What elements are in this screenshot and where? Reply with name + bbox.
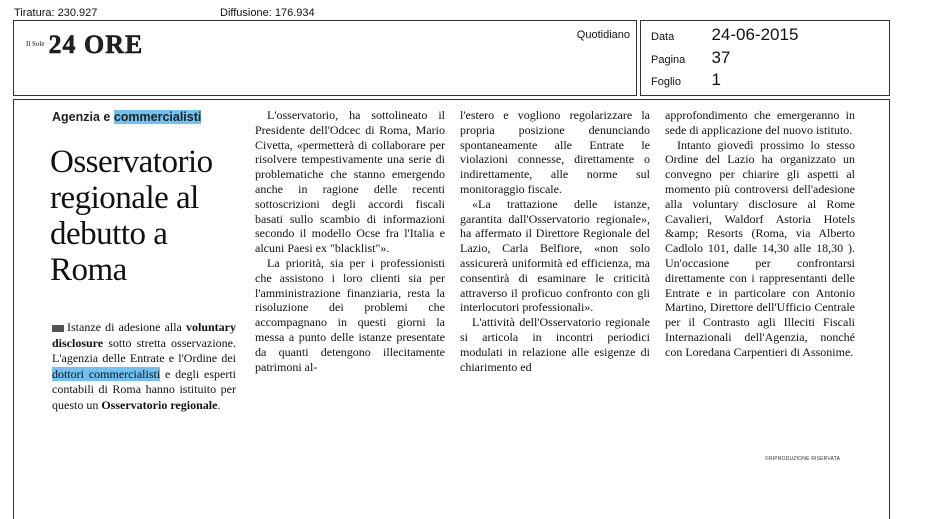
article-column-2 — [460, 108, 650, 374]
kicker-prefix: Agenzia e — [52, 110, 114, 124]
pagina-value: 37 — [711, 48, 731, 67]
article-column-1 — [255, 108, 445, 374]
kicker-highlight: commercialisti — [113, 110, 202, 124]
intro-text-3: e degli esperti contabili di Roma hanno istituito per questo un — [52, 366, 236, 412]
intro-text-2: sotto stretta osservazione. L'agenzia delle Entrate e l'Ordine dei — [52, 335, 236, 365]
col2-paragraph-1: l'estero e vogliono regolarizzare la propria posizione denunciando spontaneamente alle Entrate le violazioni connesse, direttamente o indirettamente, alle norme sul monitoraggio fiscale. — [460, 108, 650, 196]
logo-big-text: 24 ORE — [48, 30, 144, 59]
col3-paragraph-1: approfondimento che emergeranno in sede di applicazione del nuovo istituto. — [665, 108, 855, 137]
col2-paragraph-3: L'attività dell'Osservatorio regionale si articola in incontri periodici modulati in relazione alle esigenze di chiarimento ed — [460, 315, 650, 374]
newspaper-logo — [26, 30, 143, 60]
article-headline: Osservatorio regionale al debutto a Roma — [50, 144, 213, 288]
intro-bold-1: voluntary disclosure — [52, 320, 236, 350]
meta-data-row — [651, 25, 798, 45]
foglio-label: Foglio — [651, 76, 681, 88]
article-intro — [52, 320, 236, 413]
intro-text-4: . — [217, 397, 221, 412]
copyright-note: ©RIPRODUZIONE RISERVATA — [765, 456, 841, 462]
article-column-3 — [665, 108, 855, 360]
col2-paragraph-2: «La trattazione delle istanze, garantita dall'Osservatorio regionale», ha affermato il Direttore Regionale del Lazio, Carla Belfiore, «non solo assicurerà uniformità ed efficienza, ma consentirà di esaminare le criticità attraverso il proficuo confronto con gli interlocutori professionali». — [460, 196, 650, 315]
pagina-label: Pagina — [651, 54, 686, 66]
tiratura: Tiratura: 230.927 — [14, 7, 98, 19]
col1-paragraph-1: L'osservatorio, ha sottolineato il Presidente dell'Odcec di Roma, Mario Civetta, «permetterà di collaborare per risolvere tempestivamente una serie di problematiche che stanno emergendo anche in ragione delle recenti sottoscrizioni degli accordi fiscali basati sullo scambio di informazioni secondo il modello Ocse fra l'Italia e alcuni Paesi ex "blacklist"». — [255, 108, 445, 256]
diffusione: Diffusione: 176.934 — [220, 7, 315, 19]
intro-bold-2: Osservatorio regionale — [101, 397, 218, 412]
intro-marker-icon — [52, 325, 64, 332]
foglio-value: 1 — [711, 70, 721, 89]
col3-paragraph-2: Intanto giovedì prossimo lo stesso Ordine del Lazio ha organizzato un convegno per chiarire gli aspetti al momento più controversi dell'adesione alla voluntary disclosure al Rome Cavalieri, Waldorf Astoria Hotels &amp; Resorts (Roma, via Alberto Cadlolo 101, dalle 14,30 alle 18,30 ). Un'occasione per confrontarsi direttamente con i rappresentanti delle Entrate e in particolare con Antonio Martino, Direttore dell'Ufficio Centrale per il Contrasto agli Illeciti Fiscali Internazionali dell'Agenzia, nonché con Loredana Carpentieri di Assonime. — [665, 137, 855, 359]
data-value: 24-06-2015 — [711, 25, 799, 44]
logo-small-text: Il Sole — [26, 40, 45, 48]
data-label: Data — [651, 31, 675, 43]
quotidiano-label: Quotidiano — [576, 29, 630, 41]
meta-pagina-row — [651, 48, 730, 68]
article-kicker — [52, 110, 201, 124]
intro-text-1: Istanze di adesione alla — [67, 320, 186, 334]
meta-box — [640, 20, 890, 96]
col1-paragraph-2: La priorità, sia per i professionisti che assistono i loro clienti sia per l'amministrazione finanziaria, resta la risoluzione dei problemi che accompagnano in questi giorni la messa a punto delle istanze presentate da quanti detengono illecitamente patrimoni al- — [255, 255, 445, 374]
intro-highlight: dottori commercialisti — [52, 366, 161, 381]
meta-foglio-row — [651, 70, 721, 90]
